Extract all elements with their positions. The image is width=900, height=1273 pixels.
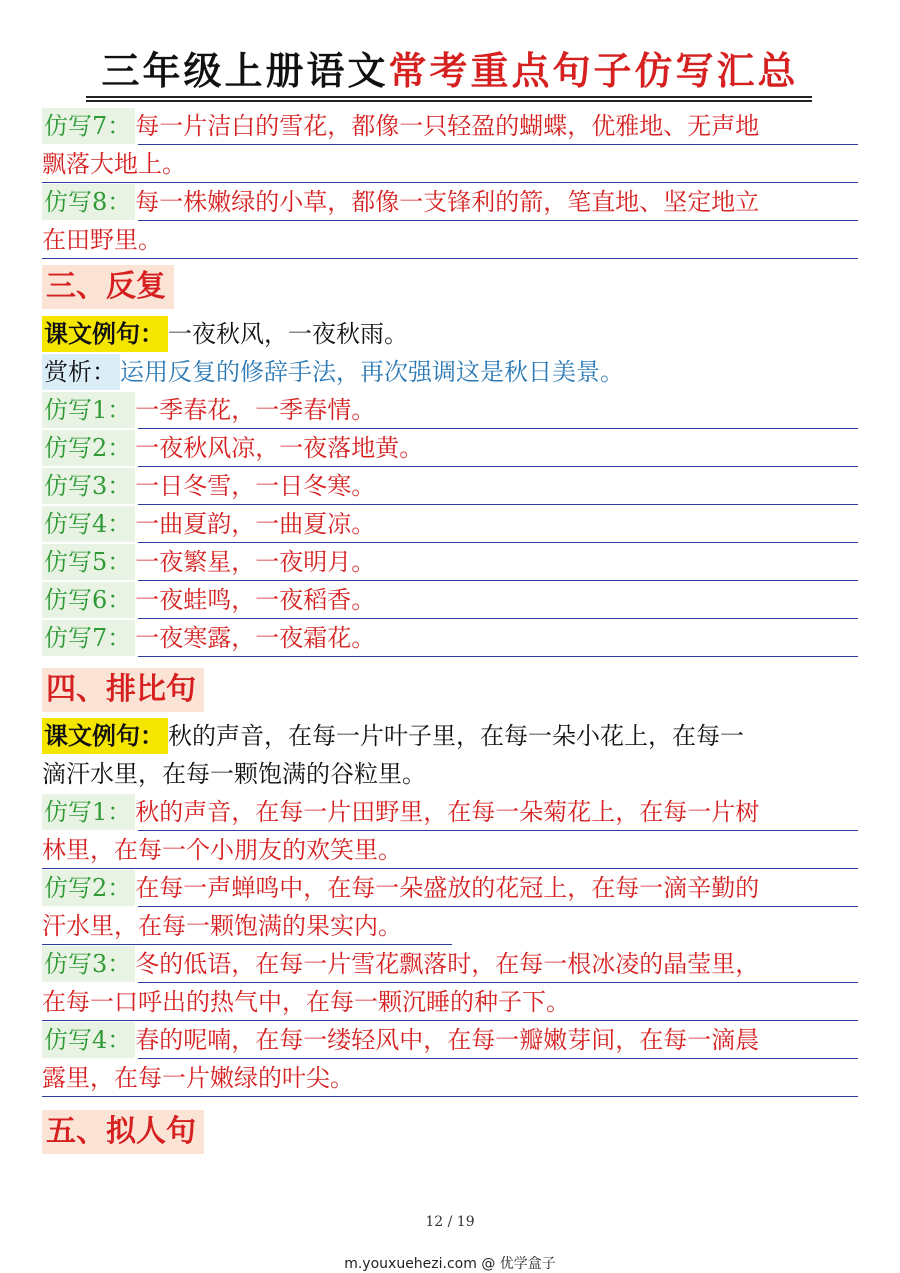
imitation-text: 在每一声蝉鸣中，在每一朵盛放的花冠上，在每一滴辛勤的: [135, 874, 760, 902]
underline: [138, 542, 858, 544]
underline: [42, 258, 858, 260]
imitation-text: 林里，在每一个小朋友的欢笑里。: [42, 836, 402, 864]
underline: [138, 580, 858, 582]
underline: [138, 466, 858, 468]
imitation-label: 仿写3：: [42, 468, 135, 504]
underline: [138, 1058, 858, 1060]
imitation-line: [42, 1060, 858, 1098]
example-line: [42, 718, 858, 756]
example-text: 一夜秋风，一夜秋雨。: [168, 320, 408, 348]
example-text: 秋的声音，在每一片叶子里，在每一朵小花上，在每一: [168, 722, 744, 750]
underline: [42, 868, 858, 870]
imitation-line: [42, 392, 858, 430]
imitation-text: 一夜秋风凉，一夜落地黄。: [135, 434, 424, 462]
imitation-label: 仿写7：: [42, 108, 135, 144]
imitation-line: [42, 506, 858, 544]
section-heading-parallelism: 四、排比句: [42, 668, 204, 712]
imitation-line: [42, 430, 858, 468]
page-title: [0, 46, 900, 96]
imitation-line: [42, 1022, 858, 1060]
section3-body: [42, 316, 858, 658]
example-text: 滴汗水里，在每一颗饱满的谷粒里。: [42, 760, 426, 788]
section-heading-repetition: 三、反复: [42, 265, 174, 309]
example-line: [42, 316, 858, 354]
underline: [138, 504, 858, 506]
example-line: [42, 756, 858, 794]
title-part-grade: 三年级上册语文: [101, 48, 389, 93]
section4-body: [42, 718, 858, 1098]
imitation-text: 一季春花，一季春情。: [135, 396, 376, 424]
imitation-label: 仿写4：: [42, 506, 135, 542]
imitation-text: 一曲夏韵，一曲夏凉。: [135, 510, 376, 538]
imitation-label: 仿写1：: [42, 392, 135, 428]
imitation-text: 春的呢喃，在每一缕轻风中，在每一瓣嫩芽间，在每一滴晨: [135, 1026, 760, 1054]
underline: [138, 220, 858, 222]
imitation-line: [42, 582, 858, 620]
underline: [138, 906, 858, 908]
imitation-text: 一夜繁星，一夜明月。: [135, 548, 376, 576]
imitation-line: [42, 222, 858, 260]
imitation-text: 一夜寒露，一夜霜花。: [135, 624, 376, 652]
imitation-line: [42, 832, 858, 870]
imitation-text: 一日冬雪，一日冬寒。: [135, 472, 376, 500]
underline: [42, 1096, 858, 1098]
imitation-label: 仿写2：: [42, 430, 135, 466]
imitation-text: 一夜蛙鸣，一夜稻香。: [135, 586, 376, 614]
underline: [42, 1020, 858, 1022]
imitation-label: 仿写3：: [42, 946, 135, 982]
analysis-line: [42, 354, 858, 392]
imitation-text: 在每一口呼出的热气中，在每一颗沉睡的种子下。: [42, 988, 570, 1016]
imitation-text: 飘落大地上。: [42, 150, 186, 178]
analysis-text: 运用反复的修辞手法，再次强调这是秋日美景。: [120, 358, 624, 386]
analysis-label: 赏析：: [42, 354, 120, 390]
underline: [138, 830, 858, 832]
title-underline: [86, 96, 812, 98]
imitation-label: 仿写4：: [42, 1022, 135, 1058]
section-heading-personification: 五、拟人句: [42, 1110, 204, 1154]
imitation-label: 仿写5：: [42, 544, 135, 580]
title-underline-2: [86, 100, 812, 102]
imitation-line: [42, 544, 858, 582]
title-part-topic: 常考重点句子仿写汇总: [388, 48, 799, 93]
imitation-text: 在田野里。: [42, 226, 162, 254]
underline: [138, 656, 858, 658]
imitation-line: [42, 794, 858, 832]
imitation-line: [42, 108, 858, 146]
underline: [138, 618, 858, 620]
underline: [138, 144, 858, 146]
imitation-line: [42, 184, 858, 222]
page-number: 12 / 19: [425, 1214, 475, 1230]
imitation-label: 仿写8：: [42, 184, 135, 220]
imitation-line: [42, 946, 858, 984]
imitation-line: [42, 984, 858, 1022]
underline: [42, 944, 452, 946]
imitation-line: [42, 870, 858, 908]
imitation-text: 冬的低语，在每一片雪花飘落时，在每一根冰凌的晶莹里，: [135, 950, 760, 978]
imitation-line: [42, 908, 858, 946]
imitation-text: 露里，在每一片嫩绿的叶尖。: [42, 1064, 354, 1092]
imitation-label: 仿写6：: [42, 582, 135, 618]
imitation-line: [42, 620, 858, 658]
underline: [138, 428, 858, 430]
top-imitation-list: [42, 108, 858, 260]
imitation-text: 每一株嫩绿的小草，都像一支锋利的箭，笔直地、坚定地立: [135, 188, 760, 216]
example-label: 课文例句：: [42, 316, 168, 352]
imitation-text: 秋的声音，在每一片田野里，在每一朵菊花上，在每一片树: [135, 798, 760, 826]
footer-watermark: m.youxuehezi.com @ 优学盒子: [344, 1256, 556, 1272]
imitation-text: 每一片洁白的雪花，都像一只轻盈的蝴蝶，优雅地、无声地: [135, 112, 760, 140]
imitation-line: [42, 468, 858, 506]
imitation-label: 仿写2：: [42, 870, 135, 906]
imitation-line: [42, 146, 858, 184]
example-label: 课文例句：: [42, 718, 168, 754]
underline: [42, 182, 858, 184]
imitation-label: 仿写7：: [42, 620, 135, 656]
underline: [138, 982, 858, 984]
imitation-text: 汗水里，在每一颗饱满的果实内。: [42, 912, 402, 940]
imitation-label: 仿写1：: [42, 794, 135, 830]
